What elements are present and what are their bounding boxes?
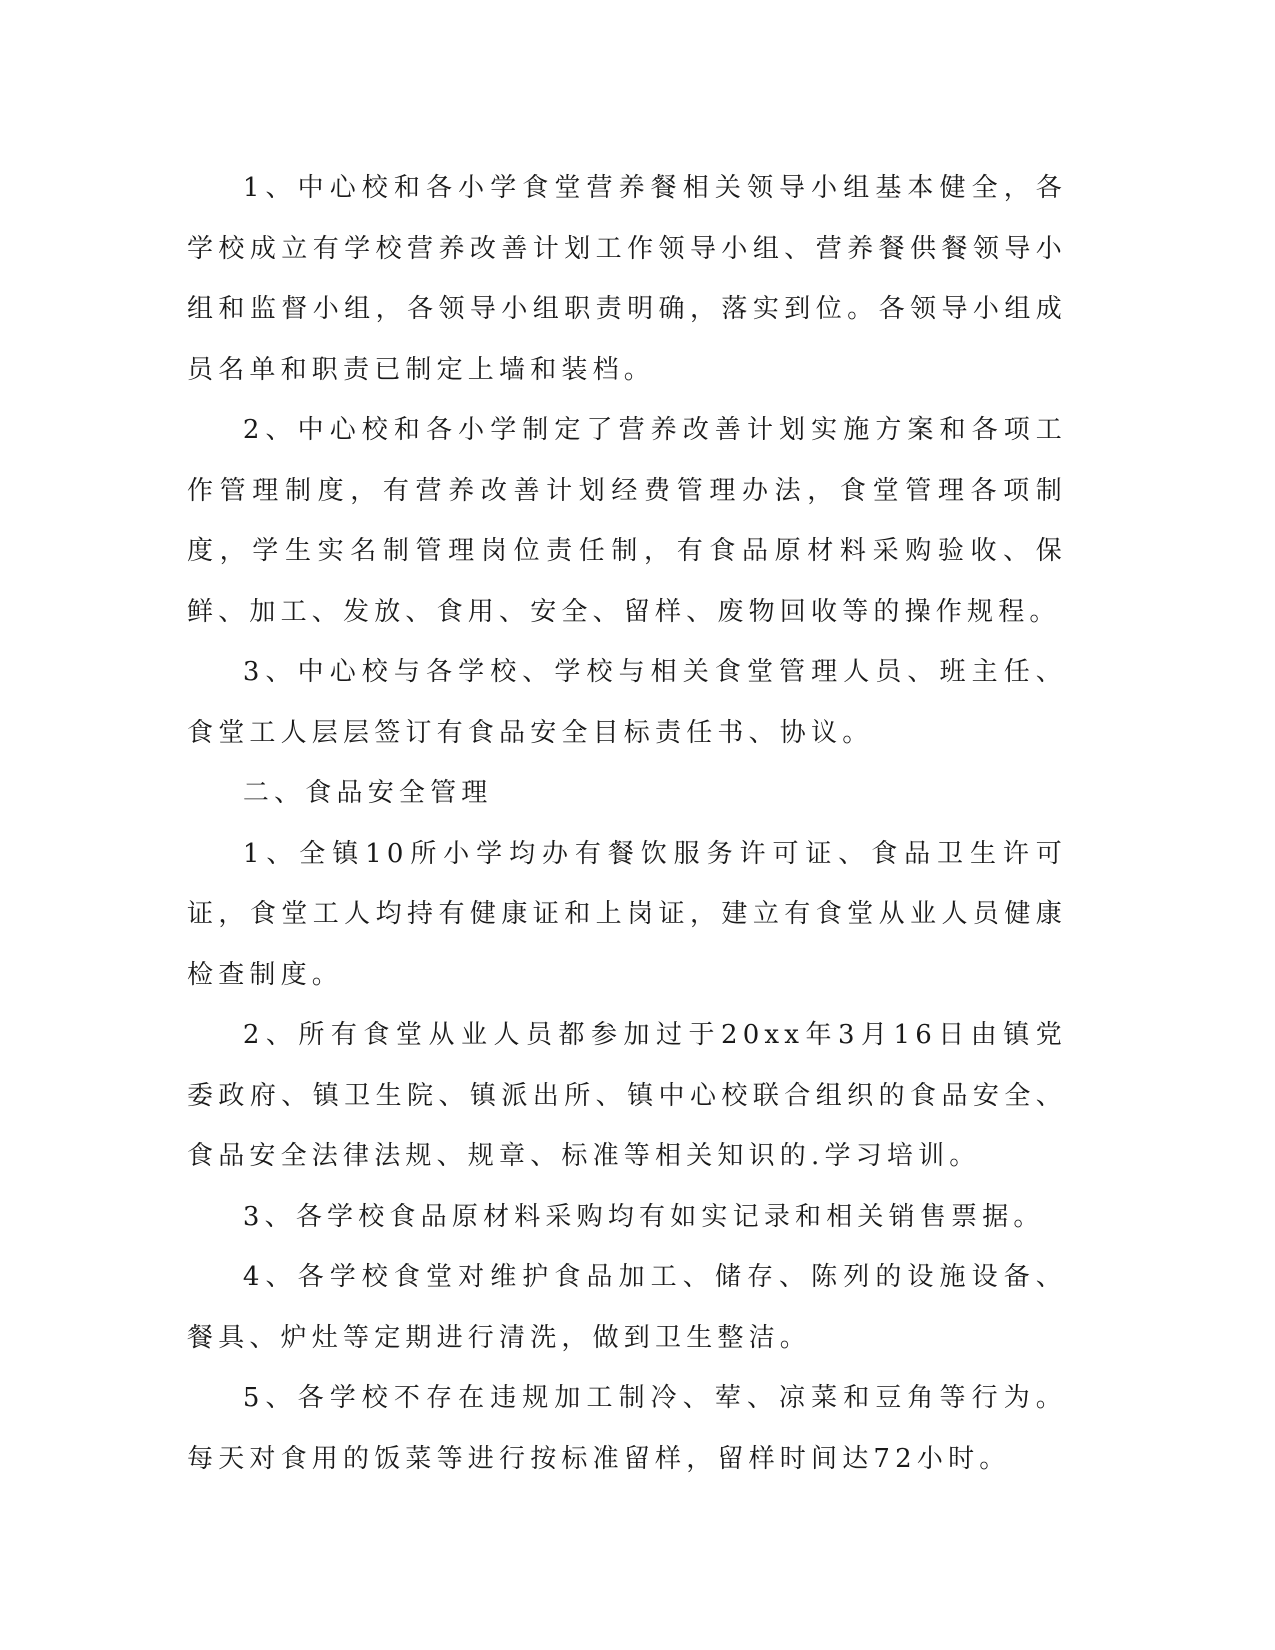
paragraph-licenses: 1、全镇10所小学均办有餐饮服务许可证、食品卫生许可证，食堂工人均持有健康证和上岗证，建立有食堂从业人员健康检查制度。 [187,838,1067,990]
paragraph-sample-retention: 5、各学校不存在违规加工制冷、荤、凉菜和豆角等行为。每天对食用的饭菜等进行按标准留样，留样时间达72小时。 [187,1383,1067,1474]
paragraph-purchase-records: 3、各学校食品原材料采购均有如实记录和相关销售票据。 [242,1201,1045,1232]
paragraph-cleaning: 4、各学校食堂对维护食品加工、储存、陈列的设施设备、餐具、炉灶等定期进行清洗，做到卫生整洁。 [187,1262,1067,1353]
paragraph-responsibility-agreements: 3、中心校与各学校、学校与相关食堂管理人员、班主任、食堂工人层层签订有食品安全目标责任书、协议。 [187,657,1067,748]
section-heading-food-safety: 二、食品安全管理 [242,778,493,808]
document-body [187,158,1067,1489]
paragraph-management-systems: 2、中心校和各小学制定了营养改善计划实施方案和各项工作管理制度，有营养改善计划经费管理办法，食堂管理各项制度，学生实名制管理岗位责任制，有食品原材料采购验收、保鲜、加工、发放、食用、安全、留样、废物回收等的操作规程。 [187,415,1067,627]
paragraph-training: 2、所有食堂从业人员都参加过于20xx年3月16日由镇党委政府、镇卫生院、镇派出所、镇中心校联合组织的食品安全、食品安全法律法规、规章、标准等相关知识的.学习培训。 [187,1020,1067,1171]
paragraph-leadership-groups: 1、中心校和各小学食堂营养餐相关领导小组基本健全，各学校成立有学校营养改善计划工作领导小组、营养餐供餐领导小组和监督小组，各领导小组职责明确，落实到位。各领导小组成员名单和职责已制定上墙和装档。 [187,173,1067,385]
